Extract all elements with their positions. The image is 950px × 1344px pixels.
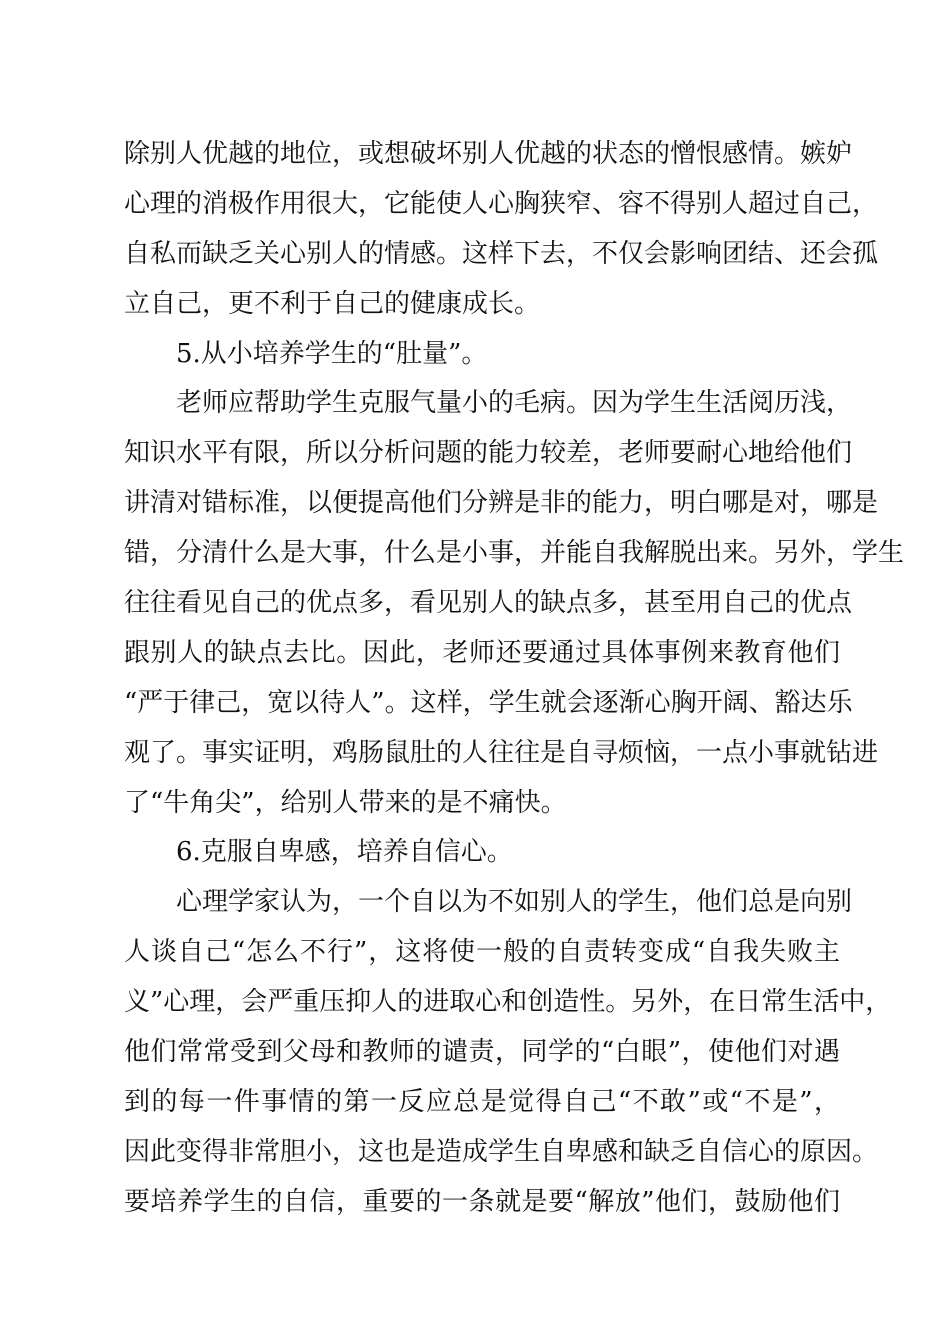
section-heading-5: 5.从小培养学生的“肚量”。 (176, 338, 488, 369)
text-line-18: 义”心理，会严重压抑人的进取心和创造性。另外，在日常生活中， (124, 987, 892, 1018)
text-line-8: 讲清对错标准，以便提高他们分辨是非的能力，明白哪是对，哪是 (124, 488, 879, 519)
text-line-2: 心理的消极作用很大，它能使人心胸狭窄、容不得别人超过自己， (124, 188, 879, 219)
text-line-1: 除别人优越的地位，或想破坏别人优越的状态的憎恨感情。嫉妒 (124, 139, 853, 169)
text-line-10: 往往看见自己的优点多，看见别人的缺点多，甚至用自己的优点 (124, 588, 853, 619)
text-line-17: 人谈自己“怎么不行”，这将使一般的自责转变成“自我失败主 (124, 937, 840, 968)
text-line-20: 到的每一件事情的第一反应总是觉得自己“不敢”或“不是”， (124, 1086, 840, 1117)
body-text (124, 130, 905, 1228)
text-line-13: 观了。事实证明，鸡肠鼠肚的人往往是自寻烦恼，一点小事就钻进 (124, 737, 879, 768)
text-line-19: 他们常常受到父母和教师的谴责，同学的“白眼”，使他们对遇 (124, 1037, 840, 1068)
text-line-6: 老师应帮助学生克服气量小的毛病。因为学生生活阅历浅， (176, 388, 853, 419)
text-line-12: “严于律己，宽以待人”。这样，学生就会逐渐心胸开阔、豁达乐 (124, 687, 853, 718)
text-line-7: 知识水平有限，所以分析问题的能力较差，老师要耐心地给他们 (124, 438, 853, 469)
text-line-22: 要培养学生的自信，重要的一条就是要“解放”他们，鼓励他们 (124, 1186, 840, 1217)
text-line-16: 心理学家认为，一个自以为不如别人的学生，他们总是向别 (176, 887, 853, 918)
text-line-11: 跟别人的缺点去比。因此，老师还要通过具体事例来教育他们 (124, 637, 840, 668)
section-heading-6: 6.克服自卑感，培养自信心。 (176, 837, 513, 868)
text-line-21: 因此变得非常胆小，这也是造成学生自卑感和缺乏自信心的原因。 (124, 1136, 879, 1167)
text-line-9: 错，分清什么是大事，什么是小事，并能自我解脱出来。另外，学生 (124, 538, 905, 569)
text-line-14: 了“牛角尖”，给别人带来的是不痛快。 (124, 787, 567, 818)
text-line-4: 立自己，更不利于自己的健康成长。 (124, 288, 541, 319)
text-line-3: 自私而缺乏关心别人的情感。这样下去，不仅会影响团结、还会孤 (124, 238, 879, 269)
